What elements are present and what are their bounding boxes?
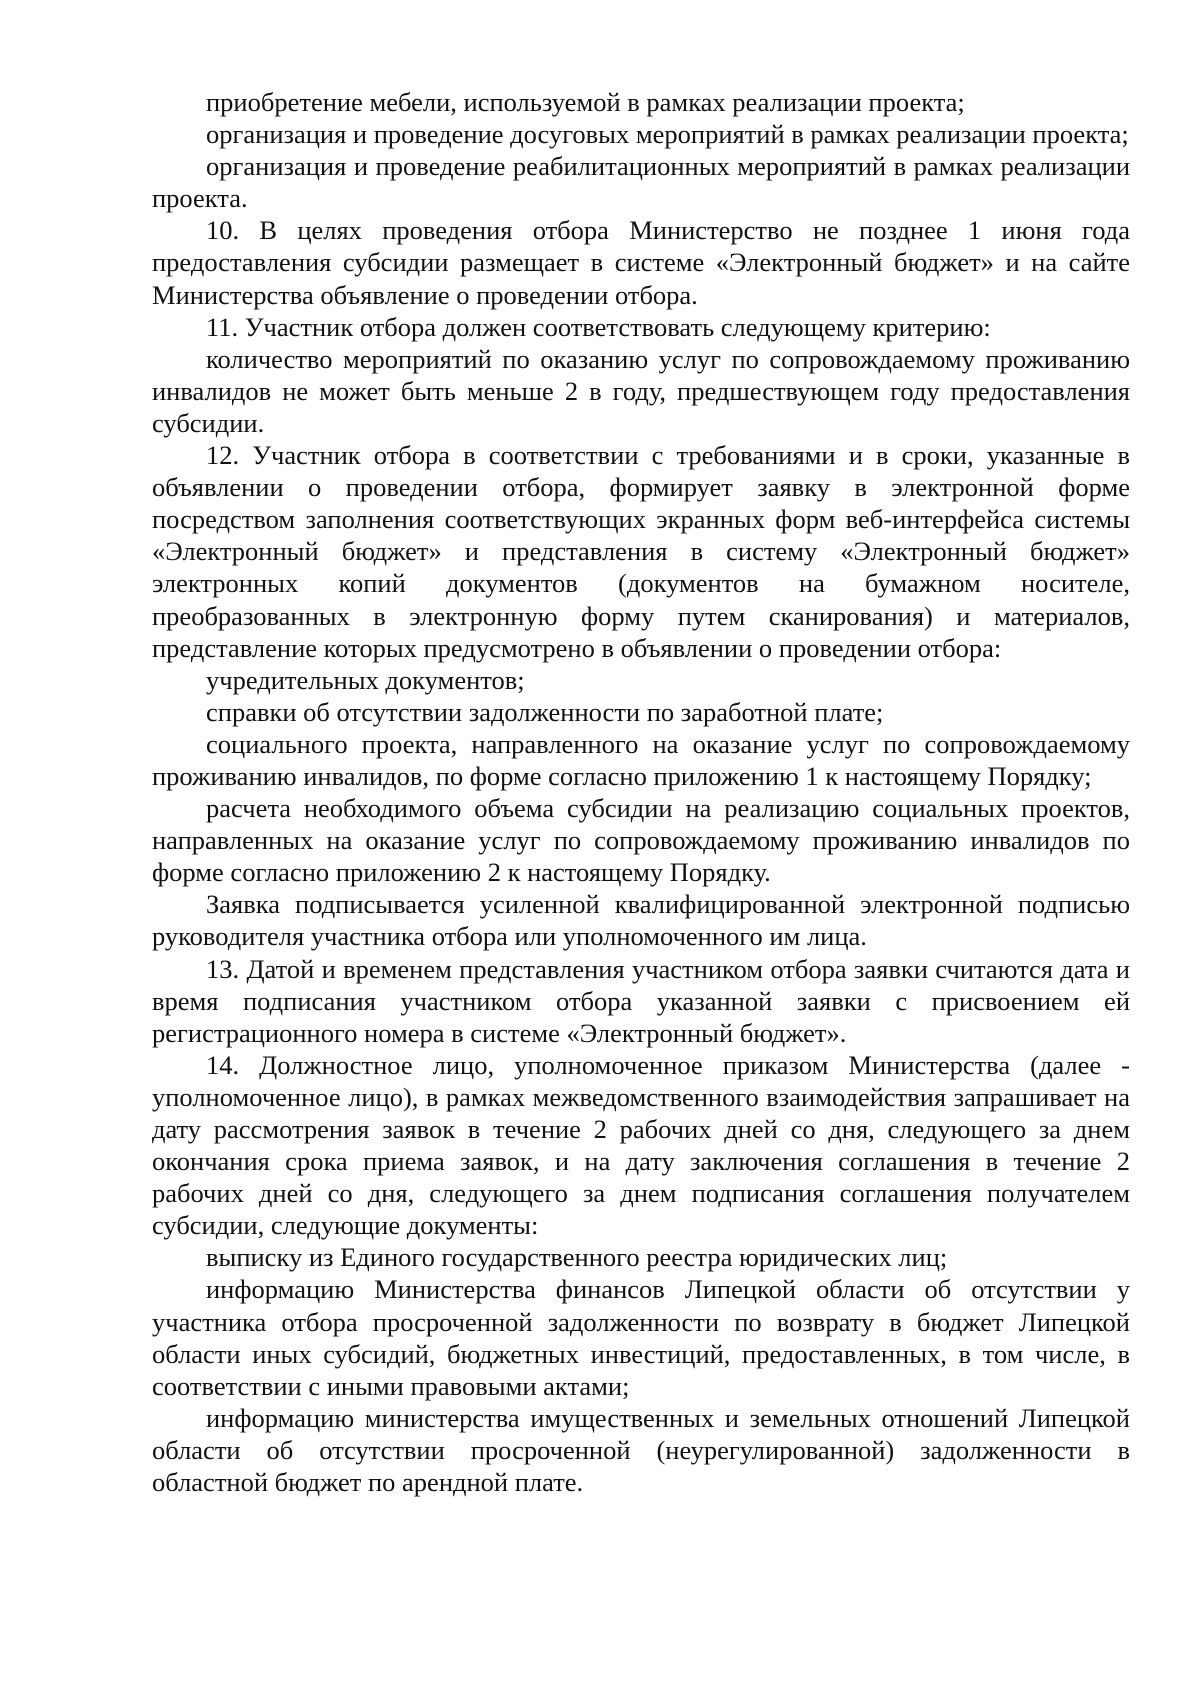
paragraph-social-project: социального проекта, направленного на оказание услуг по сопровождаемому проживанию инвалидов, по форме согласно приложению 1 к настоящему Порядку; <box>152 728 1130 791</box>
paragraph-founding-documents: учредительных документов; <box>206 664 525 695</box>
paragraph-13-submission-date: 13. Датой и временем представления участником отбора заявки считаются дата и время подписания участником отбора указанной заявки с присвоением ей регистрационного номера в системе «Электронный бюджет». <box>152 953 1130 1048</box>
paragraph-furniture: приобретение мебели, используемой в рамках реализации проекта; <box>206 87 965 117</box>
paragraph-salary-debt-certificate: справки об отсутствии задолженности по заработной плате; <box>206 696 884 727</box>
paragraph-events-count: количество мероприятий по оказанию услуг по сопровождаемому проживанию инвалидов не может быть меньше 2 в году, предшествующем году предоставления субсидии. <box>152 343 1130 438</box>
paragraph-14-authorized-person: 14. Должностное лицо, уполномоченное приказом Министерства (далее - уполномоченное лицо), в рамках межведомственного взаимодействия запрашивает на дату рассмотрения заявок в течение 2 рабочих дней со дня, следующего за днем окончания срока приема заявок, и на дату заключения соглашения в течение 2 рабочих дней со дня, следующего за днем подписания соглашения получателем субсидии, следующие документы: <box>152 1049 1130 1241</box>
paragraph-12-application: 12. Участник отбора в соответствии с требованиями и в сроки, указанные в объявлении о проведении отбора, формирует заявку в электронной форме посредством заполнения соответствующих экранных форм веб-интерфейса системы «Электронный бюджет» и представления в систему «Электронный бюджет» электронных копий документов (документов на бумажном носителе, преобразованных в электронную форму путем сканирования) и материалов, представление которых предусмотрено в объявлении о проведении отбора: <box>152 440 1130 663</box>
document-body <box>152 86 1130 1498</box>
paragraph-10-selection-announcement: 10. В целях проведения отбора Министерство не позднее 1 июня года предоставления субсидии размещает в системе «Электронный бюджет» и на сайте Министерства объявление о проведении отбора. <box>152 215 1130 310</box>
paragraph-11-criterion: 11. Участник отбора должен соответствовать следующему критерию: <box>206 311 991 342</box>
paragraph-signature: Заявка подписывается усиленной квалифицированной электронной подписью руководителя участника отбора или уполномоченного им лица. <box>152 889 1130 952</box>
paragraph-registry-extract: выписку из Единого государственного реестра юридических лиц; <box>206 1242 948 1273</box>
paragraph-finance-ministry-info: информацию Министерства финансов Липецкой области об отсутствии у участника отбора просроченной задолженности по возврату в бюджет Липецкой области иных субсидий, бюджетных инвестиций, предоставленных, в том числе, в соответствии с иными правовыми актами; <box>152 1274 1130 1401</box>
paragraph-leisure-events: организация и проведение досуговых мероприятий в рамках реализации проекта; <box>206 119 1129 150</box>
paragraph-subsidy-calculation: расчета необходимого объема субсидии на реализацию социальных проектов, направленных на оказание услуг по сопровождаемому проживанию инвалидов по форме согласно приложению 2 к настоящему Порядку. <box>152 793 1130 888</box>
paragraph-property-ministry-info: информацию министерства имущественных и земельных отношений Липецкой области об отсутствии просроченной (неурегулированной) задолженности в областной бюджет по арендной плате. <box>152 1402 1130 1498</box>
paragraph-rehabilitation-events: организация и проведение реабилитационных мероприятий в рамках реализации проекта. <box>152 151 1130 214</box>
